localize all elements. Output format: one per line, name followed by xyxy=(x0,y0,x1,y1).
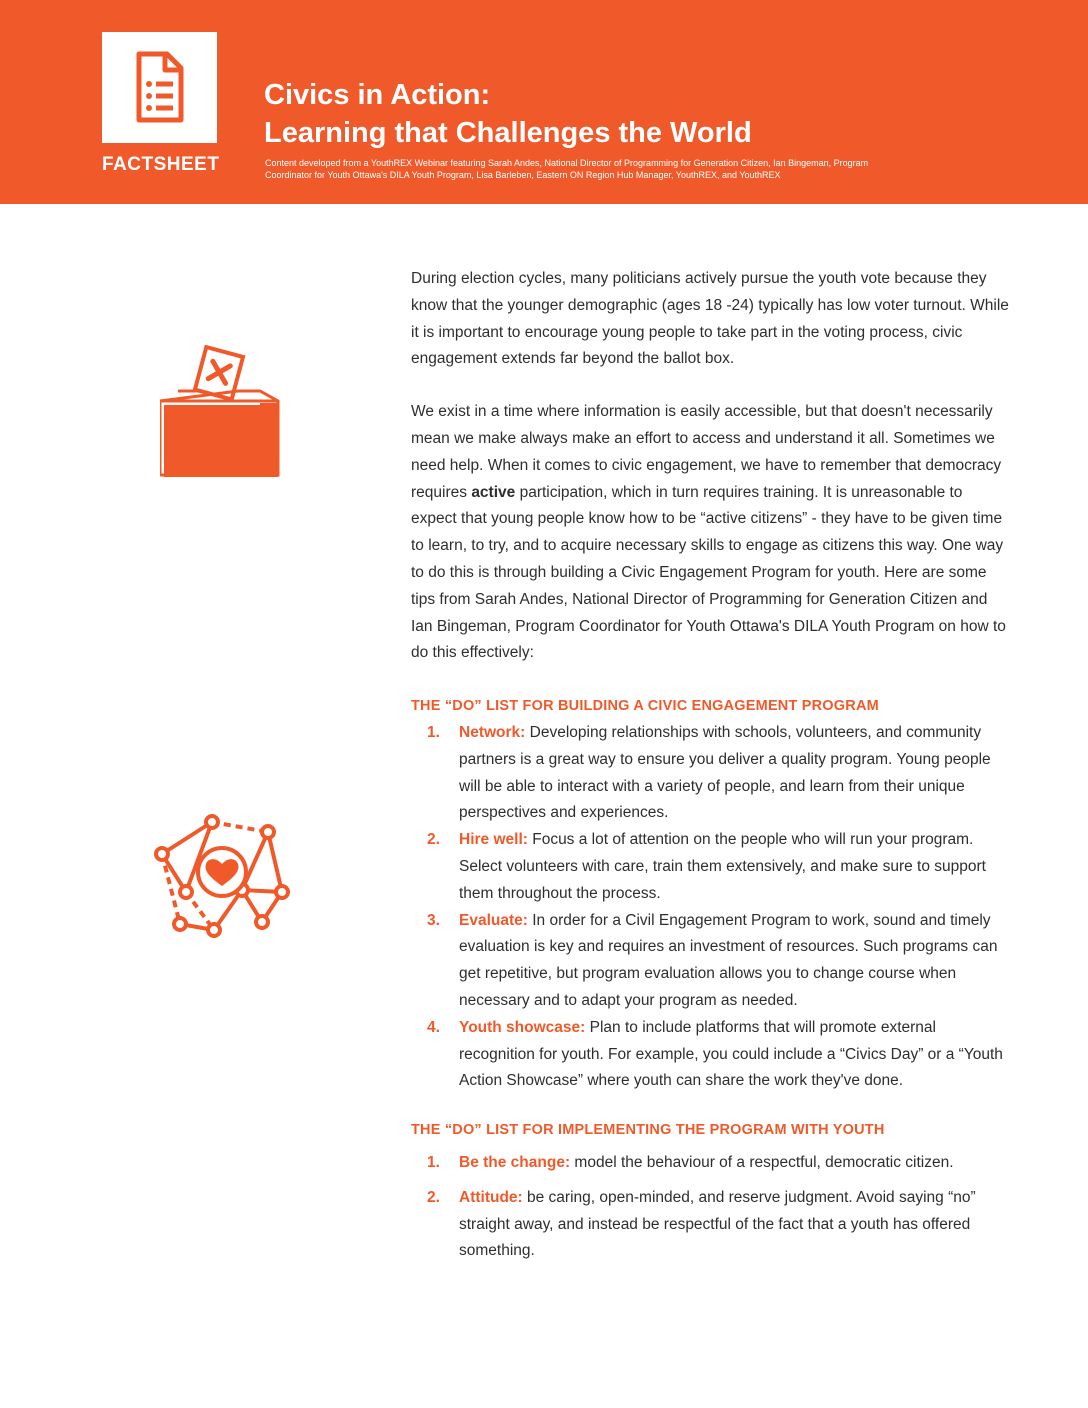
list-text: Developing relationships with schools, volunteers, and community partners is a great way to ensure you deliver a quality program. Young people will be able to interact with a variety of people, and learn from their unique perspectives and experiences. xyxy=(459,723,991,822)
title-line-2: Learning that Challenges the World xyxy=(264,117,752,149)
emphasis-text: active xyxy=(471,483,516,501)
ballot-box-icon xyxy=(160,345,284,485)
network-heart-icon xyxy=(150,812,292,942)
do-list-implementing xyxy=(411,1150,1011,1265)
list-text: be caring, open-minded, and reserve judgment. Avoid saying “no” straight away, and instead be respectful of the fact that a youth has offered something. xyxy=(459,1188,976,1260)
list-number: 3. xyxy=(427,911,440,929)
page-title xyxy=(264,76,752,152)
do-list-building xyxy=(411,720,1011,1095)
document-list-icon xyxy=(135,50,185,124)
list-text: In order for a Civil Engagement Program to work, sound and timely evaluation is key and requires an investment of resources. Such programs can get repetitive, but program evaluation allows you to change course when necessary and to adapt your program as needed. xyxy=(459,911,998,1009)
factsheet-label: FACTSHEET xyxy=(102,154,220,175)
list-item xyxy=(411,908,1011,1015)
list-term: Network: xyxy=(459,723,526,741)
factsheet-logo xyxy=(102,32,217,143)
list-item xyxy=(411,1150,1011,1177)
header-banner xyxy=(0,0,1088,204)
main-content xyxy=(411,266,1011,1273)
paragraph-text: We exist in a time where information is easily accessible, but that doesn't necessarily mean we make always make an effort to access and understand it all. Sometimes we need help. When it comes to civic engagement, we have to remember that democracy requires xyxy=(411,403,1002,501)
title-line-1: Civics in Action: xyxy=(264,79,491,111)
list-number: 2. xyxy=(427,831,440,849)
list-item xyxy=(411,720,1011,827)
list-term: Attitude: xyxy=(459,1188,523,1206)
intro-paragraph: During election cycles, many politicians actively pursue the youth vote because they know that the younger demographic (ages 18 -24) typically has low voter turnout. While it is important to encourage young people to take part in the voting process, civic engagement extends far beyond the ballot box. xyxy=(411,270,1009,368)
list-item xyxy=(411,1185,1011,1265)
page-subtitle: Content developed from a YouthREX Webinar featuring Sarah Andes, National Director of Programming for Generation Citizen, Ian Bingeman, Program Coordinator for Youth Ottawa's DILA Youth Program, Lisa Barleben, Eastern ON Region Hub Manager, YouthREX, and YouthREX xyxy=(265,158,869,180)
list-term: Be the change: xyxy=(459,1153,571,1171)
list-number: 1. xyxy=(427,1153,440,1171)
list-text: Plan to include platforms that will promote external recognition for youth. For example, you could include a “Civics Day” or a “Youth Action Showcase” where youth can share the work they've done. xyxy=(459,1018,1003,1090)
list-item xyxy=(411,827,1011,907)
list-number: 2. xyxy=(427,1188,440,1206)
list-term: Hire well: xyxy=(459,831,528,849)
list-text: model the behaviour of a respectful, democratic citizen. xyxy=(570,1153,954,1171)
list-number: 1. xyxy=(427,723,440,741)
section-heading: THE “DO” LIST FOR IMPLEMENTING THE PROGRAM WITH YOUTH xyxy=(411,1122,885,1139)
list-term: Youth showcase: xyxy=(459,1018,586,1036)
list-text: Focus a lot of attention on the people who will run your program. Select volunteers with care, train them extensively, and make sure to support them throughout the process. xyxy=(459,831,986,902)
paragraph-text: participation, which in turn requires training. It is unreasonable to expect that young people know how to be “active citizens” - they have to be given time to learn, to try, and to acquire necessary skills to engage as citizens this way. One way to do this is through building a Civic Engagement Program for youth. Here are some tips from Sarah Andes, National Director of Programming for Generation Citizen and Ian Bingeman, Program Coordinator for Youth Ottawa's DILA Youth Program on how to do this effectively: xyxy=(411,483,1006,662)
list-number: 4. xyxy=(427,1018,440,1036)
body-paragraph xyxy=(411,399,1011,667)
list-term: Evaluate: xyxy=(459,911,528,929)
list-item xyxy=(411,1015,1011,1095)
section-heading: THE “DO” LIST FOR BUILDING A CIVIC ENGAGEMENT PROGRAM xyxy=(411,698,879,715)
